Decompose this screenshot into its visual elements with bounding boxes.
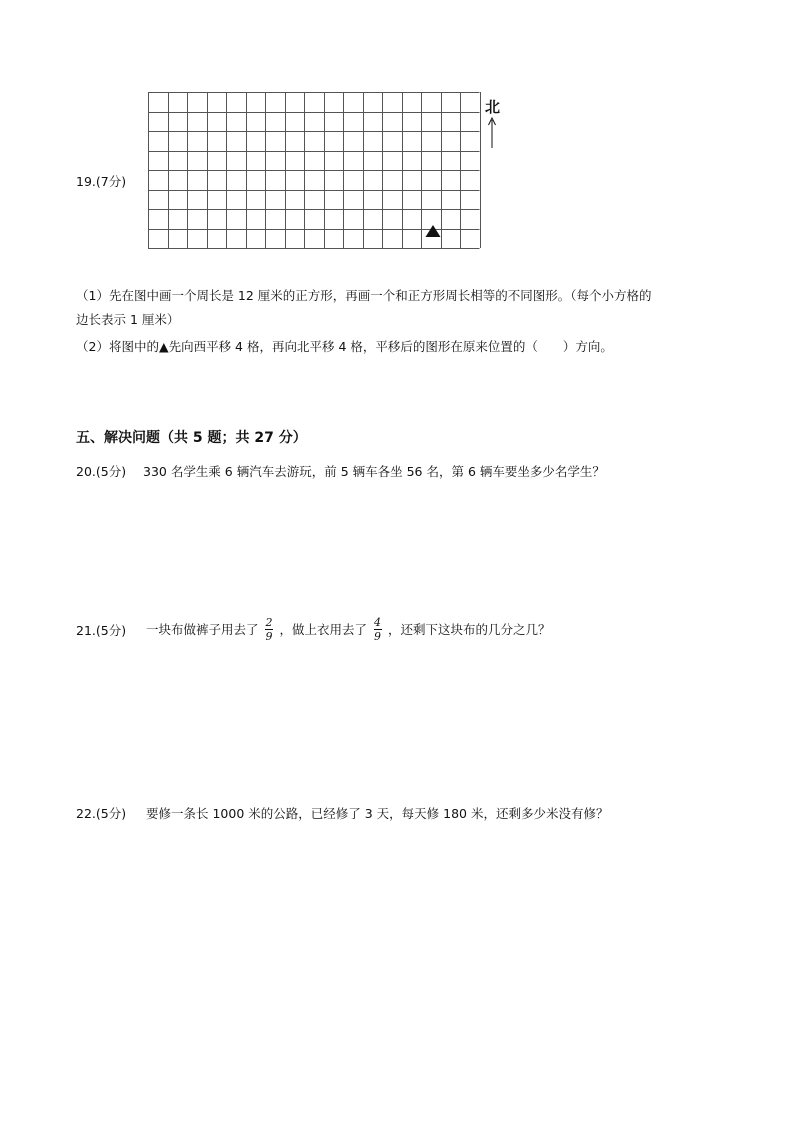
square-grid xyxy=(147,90,487,276)
fraction2-numerator: 4 xyxy=(374,615,382,629)
q19-part1 xyxy=(76,284,736,332)
q21-text-a: 一块布做裤子用去了 xyxy=(146,622,259,637)
north-indicator xyxy=(485,96,503,152)
fraction-two-ninths xyxy=(265,617,274,642)
north-label: 北 xyxy=(485,98,501,116)
q21-label: 21.(5分) xyxy=(76,623,127,638)
q19-part2: （2）将图中的▲先向西平移 4 格，再向北平移 4 格，平移后的图形在原来位置的（ ）方向。 xyxy=(76,339,613,354)
q21-text-b: ，做上衣用去了 xyxy=(279,622,368,637)
fraction-four-ninths xyxy=(373,617,382,642)
grid-svg xyxy=(147,90,487,272)
q19-part1-line2: 边长表示 1 厘米） xyxy=(76,312,180,327)
q22-text: 要修一条长 1000 米的公路，已经修了 3 天，每天修 180 米，还剩多少米没有修？ xyxy=(146,806,609,821)
fraction1-denominator: 9 xyxy=(265,629,273,643)
q20-label: 20.(5分) xyxy=(76,464,127,479)
fraction1-numerator: 2 xyxy=(265,615,273,629)
fraction2-denominator: 9 xyxy=(374,629,382,643)
q19-part1-line1: （1）先在图中画一个周长是 12 厘米的正方形，再画一个和正方形周长相等的不同图形。（每个小方格的 xyxy=(76,288,652,303)
q19-label: 19.(7分) xyxy=(76,174,127,189)
triangle-icon xyxy=(426,225,441,237)
q21-text-c: ，还剩下这块布的几分之几？ xyxy=(388,622,551,637)
north-arrow-icon xyxy=(485,116,503,152)
q22-label: 22.(5分) xyxy=(76,806,127,821)
q20-text: 330 名学生乘 6 辆汽车去游玩，前 5 辆车各坐 56 名，第 6 辆车要坐多少名学生？ xyxy=(143,464,605,479)
section-title: 五、解决问题（共 5 题；共 27 分） xyxy=(76,430,307,446)
q21-text xyxy=(146,612,551,646)
